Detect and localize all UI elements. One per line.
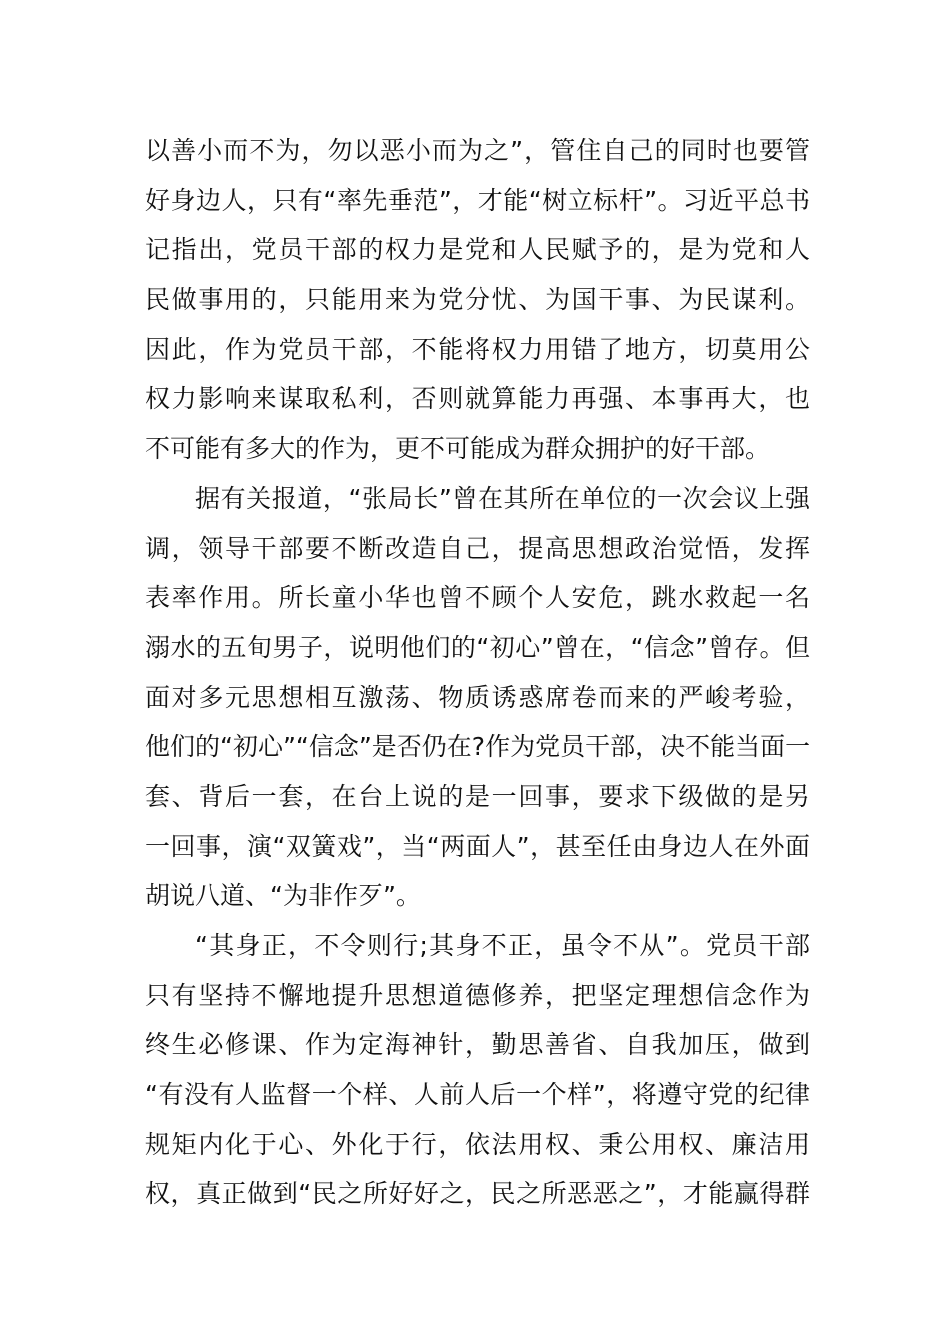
paragraph-1: [145, 126, 810, 474]
text-line: 民做事用的，只能用来为党分忧、为国干事、为民谋利。: [145, 285, 810, 315]
text-line: 权力影响来谋取私利，否则就算能力再强、本事再大，也: [145, 384, 810, 414]
paragraph-2: [145, 474, 810, 921]
text-line: 一回事，演“双簧戏”，当“两面人”，甚至任由身边人在外面: [145, 831, 810, 861]
text-line: 溺水的五旬男子，说明他们的“初心”曾在，“信念”曾存。但: [145, 632, 810, 662]
text-line: 据有关报道，“张局长”曾在其所在单位的一次会议上强: [195, 483, 810, 513]
text-line: 终生必修课、作为定海神针，勤思善省、自我加压，做到: [145, 1030, 810, 1060]
text-line: “其身正，不令则行;其身不正，虽令不从”。党员干部: [195, 931, 810, 960]
paragraph-3: [145, 921, 810, 1219]
text-line: 规矩内化于心、外化于行，依法用权、秉公用权、廉洁用: [145, 1129, 810, 1159]
text-line: 不可能有多大的作为，更不可能成为群众拥护的好干部。: [145, 434, 771, 464]
article-body: [145, 126, 810, 1219]
text-line: 他们的“初心”“信念”是否仍在?作为党员干部，决不能当面一: [145, 732, 811, 762]
text-line: 只有坚持不懈地提升思想道德修养，把坚定理想信念作为: [145, 980, 810, 1010]
text-line: 面对多元思想相互激荡、物质诱惑席卷而来的严峻考验，: [145, 682, 810, 712]
text-line: 因此，作为党员干部，不能将权力用错了地方，切莫用公: [145, 334, 810, 364]
text-line: 记指出，党员干部的权力是党和人民赋予的，是为党和人: [145, 235, 810, 265]
text-line: 套、背后一套，在台上说的是一回事，要求下级做的是另: [145, 781, 810, 811]
text-line: 胡说八道、“为非作歹”。: [145, 881, 421, 911]
text-line: 权，真正做到“民之所好好之，民之所恶恶之”，才能赢得群: [145, 1179, 810, 1209]
text-line: 调，领导干部要不断改造自己，提高思想政治觉悟，发挥: [145, 533, 810, 563]
text-line: 表率作用。所长童小华也曾不顾个人安危，跳水救起一名: [145, 583, 810, 613]
text-line: 好身边人，只有“率先垂范”，才能“树立标杆”。习近平总书: [145, 185, 810, 215]
text-line: “有没有人监督一个样、人前人后一个样”，将遵守党的纪律: [145, 1080, 810, 1110]
text-line: 以善小而不为，勿以恶小而为之”，管住自己的同时也要管: [145, 136, 810, 165]
